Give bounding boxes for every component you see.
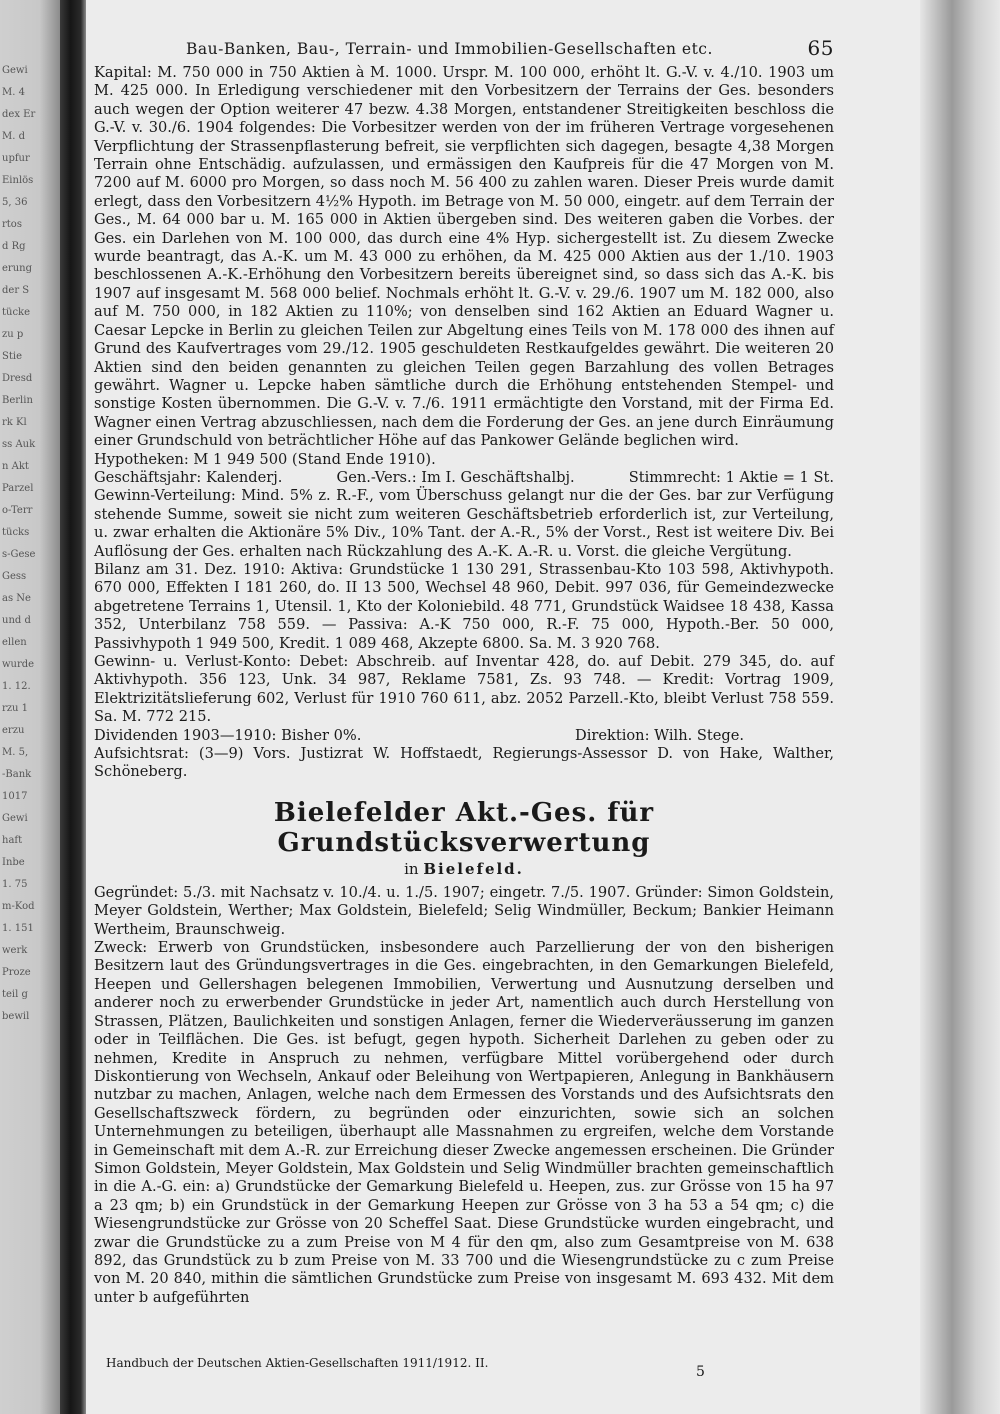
company-title: Bielefelder Akt.-Ges. für Grundstücksverwertung [273, 797, 655, 858]
page-content [94, 36, 834, 1307]
signature-mark: 5 [696, 1364, 705, 1380]
adjacent-page-fragment: M. 5, [2, 747, 29, 758]
company-entry [94, 884, 834, 1307]
adjacent-page-fragment: werk [2, 945, 28, 956]
page-number: 65 [807, 36, 834, 60]
purpose-paragraph: Zweck: Erwerb von Grundstücken, insbesondere auch Parzellierung der von den bisherigen Besitzern laut des Gründungsvertrages in die Ges. eingebrachten, in den Gemarkungen Bielefeld, Heepen und Gellershagen belegenen Immobilien, Verwertung und Ausnutzung derselben und anderer noch zu erwerbender Grundstücke in jeder Art, namentlich auch durch Herstellung von Strassen, Plätzen, Baulichkeiten und sonstigen Anlagen, ferner die Wiederveräusserung im ganzen oder in Teilflächen. Die Ges. ist befugt, gegen hypoth. Sicherheit Darlehen zu geben oder zu nehmen, Kredite in Anspruch zu nehmen, verfügbare Mittel vorübergehend oder durch Diskontierung von Wechseln, Ankauf oder Beleihung von Wertpapieren, Anlegung in Bankhäusern nutzbar zu machen, Anlagen, welche nach dem Ermessen des Vorstands und des Aufsichtsrats den Gesellschaftszweck fördern, zu begründen oder einzurichten, sowie sich an solchen Unternehmungen zu beteiligen, überhaupt alle Massnahmen zu ergreifen, welche dem Vorstande in Gemeinschaft mit dem A.-R. zur Erreichung dieser Zwecke angemessen erscheinen. Die Gründer Simon Goldstein, Meyer Goldstein, Max Goldstein und Selig Windmüller brachten gemeinschaftlich in die A.-G. ein: a) Grundstücke der Gemarkung Bielefeld u. Heepen, zus. zur Grösse von 15 ha 97 a 23 qm; b) ein Grundstück in der Gemarkung Heepen zur Grösse von 3 ha 53 a 54 qm; c) die Wiesengrundstücke zur Grösse von 20 Scheffel Saat. Diese Grundstücke wurden eingebracht, und zwar die Grundstücke zu a zum Preise von M 4 für den qm, also zum Gesamtpreise von M. 638 892, das Grundstück zu b zum Preise von M. 33 700 und die Wiesengrundstücke zu c zum Preise von M. 20 840, mithin die sämtlichen Grundstücke zum Preise von insgesamt M. 693 432. Mit dem unter b aufgeführten [94, 939, 834, 1306]
location-city: Bielefeld. [423, 859, 524, 878]
adjacent-page-fragments [2, 60, 52, 1028]
adjacent-page-fragment: Stie [2, 351, 22, 362]
adjacent-page-fragment: 1. 75 [2, 879, 28, 890]
supervisory-board-paragraph: Aufsichtsrat: (3—9) Vors. Justizrat W. Hoffstaedt, Regierungs-Assessor D. von Hake, Walther, Schöneberg. [94, 745, 834, 781]
running-header-title: Bau-Banken, Bau-, Terrain- und Immobilien-Gesellschaften etc. [186, 40, 713, 58]
adjacent-page-fragment: 1. 151 [2, 923, 34, 934]
adjacent-page-fragment: rtos [2, 219, 22, 230]
company-heading [94, 798, 834, 878]
document-page [86, 0, 920, 1414]
adjacent-page-fragment: wurde [2, 659, 35, 670]
adjacent-page-fragment: haft [2, 835, 23, 846]
dividends: Dividenden 1903—1910: Bisher 0%. [94, 726, 362, 744]
adjacent-page-fragment: Einlös [2, 175, 34, 186]
mortgage-paragraph: Hypotheken: M 1 949 500 (Stand Ende 1910). [94, 450, 436, 468]
adjacent-page-fragment: Berlin [2, 395, 33, 406]
adjacent-page-fragment: -Bank [2, 769, 32, 780]
adjacent-page-fragment: ss Auk [2, 439, 36, 450]
adjacent-page-fragment: m-Kod [2, 901, 35, 912]
adjacent-page-fragment: Dresd [2, 373, 33, 384]
directors: Direktion: Wilh. Stege. [575, 726, 744, 744]
adjacent-page-fragment: ellen [2, 637, 27, 648]
adjacent-page-fragment: tücke [2, 307, 31, 318]
voting-right: Stimmrecht: 1 Aktie = 1 St. [628, 468, 834, 486]
fiscal-year: Geschäftsjahr: Kalenderj. [94, 468, 283, 486]
company-location [94, 860, 834, 878]
adjacent-page-fragment: 5, 36 [2, 197, 28, 208]
adjacent-page-fragment: o-Terr [2, 505, 33, 516]
adjacent-page-fragment: 1. 12. [2, 681, 31, 692]
general-meeting: Gen.-Vers.: Im I. Geschäftshalbj. [336, 468, 575, 486]
adjacent-page-fragment: Gewi [2, 813, 28, 824]
adjacent-page-fragment: Parzel [2, 483, 34, 494]
location-prefix: in [404, 859, 419, 878]
book-gutter-shadow [60, 0, 86, 1414]
adjacent-page-fragment: bewil [2, 1011, 30, 1022]
profit-loss-paragraph: Gewinn- u. Verlust-Konto: Debet: Abschreib. auf Inventar 428, do. auf Debit. 279 345, do. auf Aktivhypoth. 356 123, Unk. 34 987, Reklame 7581, Zs. 93 748. — Kredit: Vortrag 1909, Elektrizitätslieferung 602, Verlust für 1910 760 611, abz. 2052 Parzell.-Kto, bleibt Verlust 758 559. Sa. M. 772 215. [94, 653, 834, 726]
page-edge-stack [920, 0, 1000, 1414]
adjacent-page-fragment: zu p [2, 329, 24, 340]
adjacent-page-fragment: d Rg [2, 241, 26, 252]
adjacent-page-fragment: Gewi [2, 65, 28, 76]
adjacent-page-fragment: M. 4 [2, 87, 25, 98]
founded-paragraph: Gegründet: 5./3. mit Nachsatz v. 10./4. u. 1./5. 1907; eingetr. 7./5. 1907. Gründer: Simon Goldstein, Meyer Goldstein, Werther; Max Goldstein, Bielefeld; Selig Windmüller, Beckum; Bankier Heimann Wertheim, Braunschweig. [94, 883, 834, 938]
adjacent-page-fragment: erzu [2, 725, 25, 736]
profit-distribution-paragraph: Gewinn-Verteilung: Mind. 5% z. R.-F., vom Überschuss gelangt nur die der Ges. bar zur Verfügung stehende Summe, soweit sie nicht zum weiteren Geschäftsbetrieb erforderlich ist, zur Verteilung, u. zwar erhalten die Aktionäre 5% Div., 10% Tant. der A.-R., 5% der Vorst., Rest ist weitere Div. Bei Auflösung der Ges. erhalten nach Rückzahlung des A.-K. A.-R. u. Vorst. die gleiche Vergütung. [94, 487, 834, 560]
adjacent-page-fragment: n Akt [2, 461, 29, 472]
page-footer [106, 1356, 826, 1380]
dividend-line [94, 727, 834, 745]
footer-text: Handbuch der Deutschen Aktien-Gesellschaften 1911/1912. II. [106, 1356, 489, 1370]
adjacent-page-fragment: Gess [2, 571, 27, 582]
adjacent-page-fragment: Proze [2, 967, 31, 978]
company-entry-continued [94, 64, 834, 782]
adjacent-page-fragment: rzu 1 [2, 703, 29, 714]
running-header [94, 36, 834, 64]
adjacent-page-fragment: M. d [2, 131, 25, 142]
fiscal-year-line [94, 469, 834, 487]
adjacent-page-fragment: teil g [2, 989, 28, 1000]
adjacent-page-fragment: tücks [2, 527, 30, 538]
adjacent-page-fragment: der S [2, 285, 30, 296]
capital-paragraph: Kapital: M. 750 000 in 750 Aktien à M. 1000. Urspr. M. 100 000, erhöht lt. G.-V. v. 4./10. 1903 um M. 425 000. In Erledigung verschiedener mit den Vorbesitzern der Terrains der Ges. besonders auch wegen der Option weiterer 47 bezw. 4.38 Morgen, entstandener Streitigkeiten beschloss die G.-V. v. 30./6. 1904 folgendes: Die Vorbesitzer werden von der im früheren Vertrage vorgesehenen Verpflichtung der Strassenpflasterung befreit, sie verpflichten sich dagegen, besagte 4,38 Morgen Terrain ohne Entschädig. aufzulassen, und ermässigen den Kaufpreis für die 47 Morgen von M. 7200 auf M. 6000 pro Morgen, so dass noch M. 56 400 zu zahlen waren. Dieser Preis wurde damit erlegt, dass den Vorbesitzern 4½% Hypoth. im Betrage von M. 50 000, eingetr. auf dem Terrain der Ges., M. 64 000 bar u. M. 165 000 in Aktien übergeben sind. Des weiteren gaben die Vorbes. der Ges. ein Darlehen von M. 100 000, das durch eine 4% Hyp. sichergestellt ist. Zu diesem Zwecke wurde beantragt, das A.-K. um M. 43 000 zu erhöhen, da M. 425 000 Aktien aus der 1./10. 1903 beschlossenen A.-K.-Erhöhung den Vorbesitzern bereits übereignet sind, so dass sich das A.-K. bis 1907 auf insgesamt M. 568 000 belief. Nochmals erhöht lt. G.-V. v. 29./6. 1907 um M. 182 000, also auf M. 750 000, in 182 Aktien zu 110%; von denselben sind 162 Aktien an Eduard Wagner u. Caesar Lepcke in Berlin zu gleichen Teilen zur Abgeltung eines Teils von M. 178 000 des ihnen auf Grund des Kaufvertrages vom 29./12. 1905 geschuldeten Restkaufgeldes gewährt. Die weiteren 20 Aktien sind den beiden genannten zu gleichen Teilen gegen Barzahlung des vollen Betrages gewährt. Wagner u. Lepcke haben sämtliche durch die Erhöhung entstehenden Stempel- und sonstige Kosten übernommen. Die G.-V. v. 7./6. 1911 ermächtigte den Vorstand, mit der Firma Ed. Wagner einen Vertrag abzuschliessen, nach dem die Forderung der Ges. an jene durch Einräumung einer Grundschuld von beträchtlicher Höhe auf das Pankower Gelände beglichen wird. [94, 64, 834, 450]
adjacent-page-edge [0, 0, 66, 1414]
adjacent-page-fragment: 1017 [2, 791, 28, 802]
adjacent-page-fragment: as Ne [2, 593, 31, 604]
balance-sheet-paragraph: Bilanz am 31. Dez. 1910: Aktiva: Grundstücke 1 130 291, Strassenbau-Kto 103 598, Aktivhypoth. 670 000, Effekten I 181 260, do. II 13 500, Wechsel 48 960, Debit. 997 036, für Gemeindezwecke abgetretene Terrains 1, Utensil. 1, Kto der Koloniebild. 48 771, Grundstück Waidsee 18 438, Kassa 352, Unterbilanz 758 559. — Passiva: A.-K 750 000, R.-F. 75 000, Hypoth.-Ber. 50 000, Passivhypoth 1 949 500, Kredit. 1 089 468, Akzepte 6800. Sa. M. 3 920 768. [94, 560, 834, 652]
adjacent-page-fragment: rk Kl [2, 417, 27, 428]
adjacent-page-fragment: und d [2, 615, 31, 626]
adjacent-page-fragment: dex Er [2, 109, 36, 120]
adjacent-page-fragment: s-Gese [2, 549, 36, 560]
adjacent-page-fragment: upfur [2, 153, 30, 164]
adjacent-page-fragment: Inbe [2, 857, 25, 868]
adjacent-page-fragment: erung [2, 263, 32, 274]
